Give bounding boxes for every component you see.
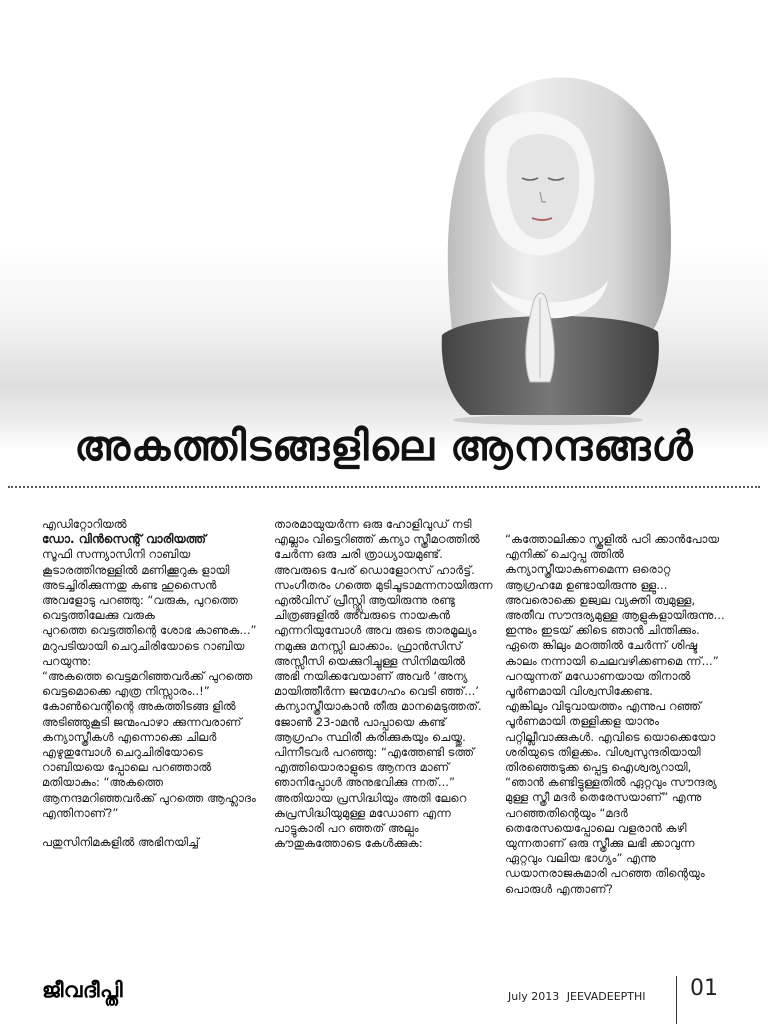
dotted-divider bbox=[8, 486, 760, 488]
page-number: 01 bbox=[690, 976, 718, 1001]
column-1 bbox=[42, 517, 262, 850]
paragraph: പതുസിനിമകളിൽ അഭിനയിച്ച് bbox=[42, 835, 199, 850]
author-byline: ഡോ. വിൻസെന്റ് വാരിയത്ത് bbox=[42, 532, 206, 547]
paragraph: “അകത്തെ വെട്ടമറിഞ്ഞവർക്ക് പുറത്തെ വെട്ടമൊക്കെ എത്ര നിസ്സാരം..!” bbox=[42, 669, 253, 699]
paragraph: സൂഫി സന്ന്യാസിനി റാബിയ കൂടാരത്തിനുള്ളിൽ മണിക്കൂറുക ളായി അടച്ചിരിക്കുന്നതു കണ്ട ഹുസൈൻ അവളോടു പറഞ്ഞു: “വരുക, പുറത്തെ വെട്ടത്തിലേക്കു വരുക bbox=[42, 547, 238, 623]
paragraph: അതിയായ പ്രസിദ്ധിയും അതി ലേറെ കുപ്രസിദ്ധിയുമുള്ള മഡോണ എന്ന പാട്ടുകാരി പറ ഞ്ഞത് അല്പം കൗതുകത്തോടെ കേൾക്കുക: bbox=[274, 790, 467, 851]
paragraph: മറുപടിയായി ചെറുചിരിയോടെ റാബിയ പറയുന്നു: bbox=[42, 638, 245, 668]
article-headline: അകത്തിടങ്ങളിലെ ആനന്ദങ്ങൾ bbox=[74, 422, 694, 470]
magazine-logo: ജീവദീപ്തി bbox=[42, 978, 124, 1002]
praying-nun-figurine-image bbox=[430, 70, 675, 425]
issue-date: July 2013 bbox=[508, 990, 560, 1003]
footer-divider bbox=[676, 976, 677, 1024]
paragraph: “കത്തോലിക്കാ സ്കൂളിൽ പഠി ക്കാൻപോയ എനിക്ക് ചെറുപ്പ ത്തിൽ കന്യാസ്ത്രീയാകണമെന്ന ഒരൊറ്റ ആഗ്രഹമേ ഉണ്ടായിരുന്നു ള്ളു... അവരൊക്കെ ഉജ്വല വ്യക്തി ത്വമുള്ള, അതീവ സൗന്ദര്യമുള്ള ആളുകളായിരുന്നു... ഇന്നും ഇടയ് ക്കിടെ ഞാൻ ചിന്തിക്കും. ഏതെ ങ്കിലും മഠത്തിൽ ചേർന്ന് ശിഷ്ട കാലം നന്നായി ചെലവഴിക്കണമെ ന്ന്...” പറയുന്നത് മഡോണയായ തിനാൽ പൂർണമായി വിശ്വസിക്കേണ്ട. bbox=[505, 532, 725, 699]
paragraph: പിന്നീടവർ പറഞ്ഞു: “എത്തേണ്ടി ടത്ത് എത്തിയൊരാളുടെ ആനന്ദ മാണ് ഞാനിപ്പോൾ അനുഭവിക്കു ന്നത്...” bbox=[274, 745, 475, 790]
paragraph: എങ്കിലും വിടുവായത്തം എന്നുപ റഞ്ഞ് പൂർണമായി തള്ളിക്കള യാനും പറ്റില്ലീവാക്കുകൾ. എവിടെ യൊക്കെയോ ശരിയുടെ തിളക്കം. വിശ്വസുന്ദരിയായി തിരഞ്ഞെടുക്ക പ്പെട്ട ഐശ്വര്യറായി, “ഞാൻ കണ്ടിട്ടുള്ളതിൽ ഏറ്റവും സൗന്ദര്യ മുള്ള സ്ത്രീ മദർ തെരേസയാണ്” എന്നു പറഞ്ഞതിന്റെയും “മദർ തെരേസയെപ്പോലെ വളരാൻ കഴി യുന്നതാണ് ഒരു സ്ത്രീക്കു ലഭി ക്കാവുന്ന ഏറ്റവും വലിയ ഭാഗ്യം” എന്നു ഡയാനരാജകുമാരി പറഞ്ഞ തിന്റെയും പൊരുൾ എന്താണ്? bbox=[505, 699, 717, 896]
paragraph: പുറത്തെ വെട്ടത്തിന്റെ ശോഭ കാണുക...” bbox=[42, 623, 257, 638]
paragraph: കോൺവെന്റിന്റെ അകത്തിടങ്ങ ളിൽ അടിഞ്ഞുകൂടി ജന്മംപാഴാ ക്കുന്നവരാണ് കന്യാസ്ത്രീകൾ എന്നൊക്കെ ചിലർ എഴുതുമ്പോൾ ചെറുചിരിയോടെ റാബിയയെ പ്പോലെ പറഞ്ഞാൽ മതിയാകും: “അകത്തെ ആനന്ദമറിഞ്ഞവർക്ക് പുറത്തെ ആഹ്ലാദം എന്തിനാണ്?” bbox=[42, 699, 256, 820]
hero-image-area bbox=[0, 0, 768, 450]
footer-meta bbox=[508, 990, 650, 1003]
section-kicker: എഡിറ്റോറിയൽ bbox=[42, 517, 127, 531]
magazine-name: JEEVADEEPTHI bbox=[566, 990, 646, 1003]
paragraph: താരമായുയർന്ന ഒരു ഹോളിവുഡ് നടി എല്ലാം വിട്ടെറിഞ്ഞ് കന്യാ സ്ത്രീമഠത്തിൽ ചേർന്ന ഒരു ചരി ത്രാധ്യായമുണ്ട്. അവരുടെ പേര് ഡൊളോറസ് ഹാർട്ട്. സംഗീതരം ഗത്തെ മുടിചൂടാമന്നനായിരുന്ന എൽവിസ് പ്രീസ്റ്റ്ലി ആയിരുന്നു രണ്ടു ചിത്രങ്ങളിൽ അവരുടെ നായകൻ എന്നറിയുമ്പോൾ അവ രുടെ താരമൂല്യം നമുക്കു മനസ്സി ലാക്കാം. ഫ്രാൻസിസ് അസ്സീസി യെക്കുറിച്ചുള്ള സിനിമയിൽ അഭി നയിക്കവേയാണ് അവർ ‘അന്യ മായിത്തീർന്ന ജന്മഗേഹം വെടി ഞ്ഞ്...’ കന്യാസ്ത്രീയാകാൻ തീരു മാനമെടുത്തത്. ജോൺ 23-ാമൻ പാപ്പായെ കണ്ട് ആഗ്രഹം സ്ഥിരീ കരിക്കുകയും ചെയ്തു. bbox=[274, 517, 493, 744]
column-2 bbox=[274, 517, 494, 851]
column-3 bbox=[505, 532, 725, 897]
